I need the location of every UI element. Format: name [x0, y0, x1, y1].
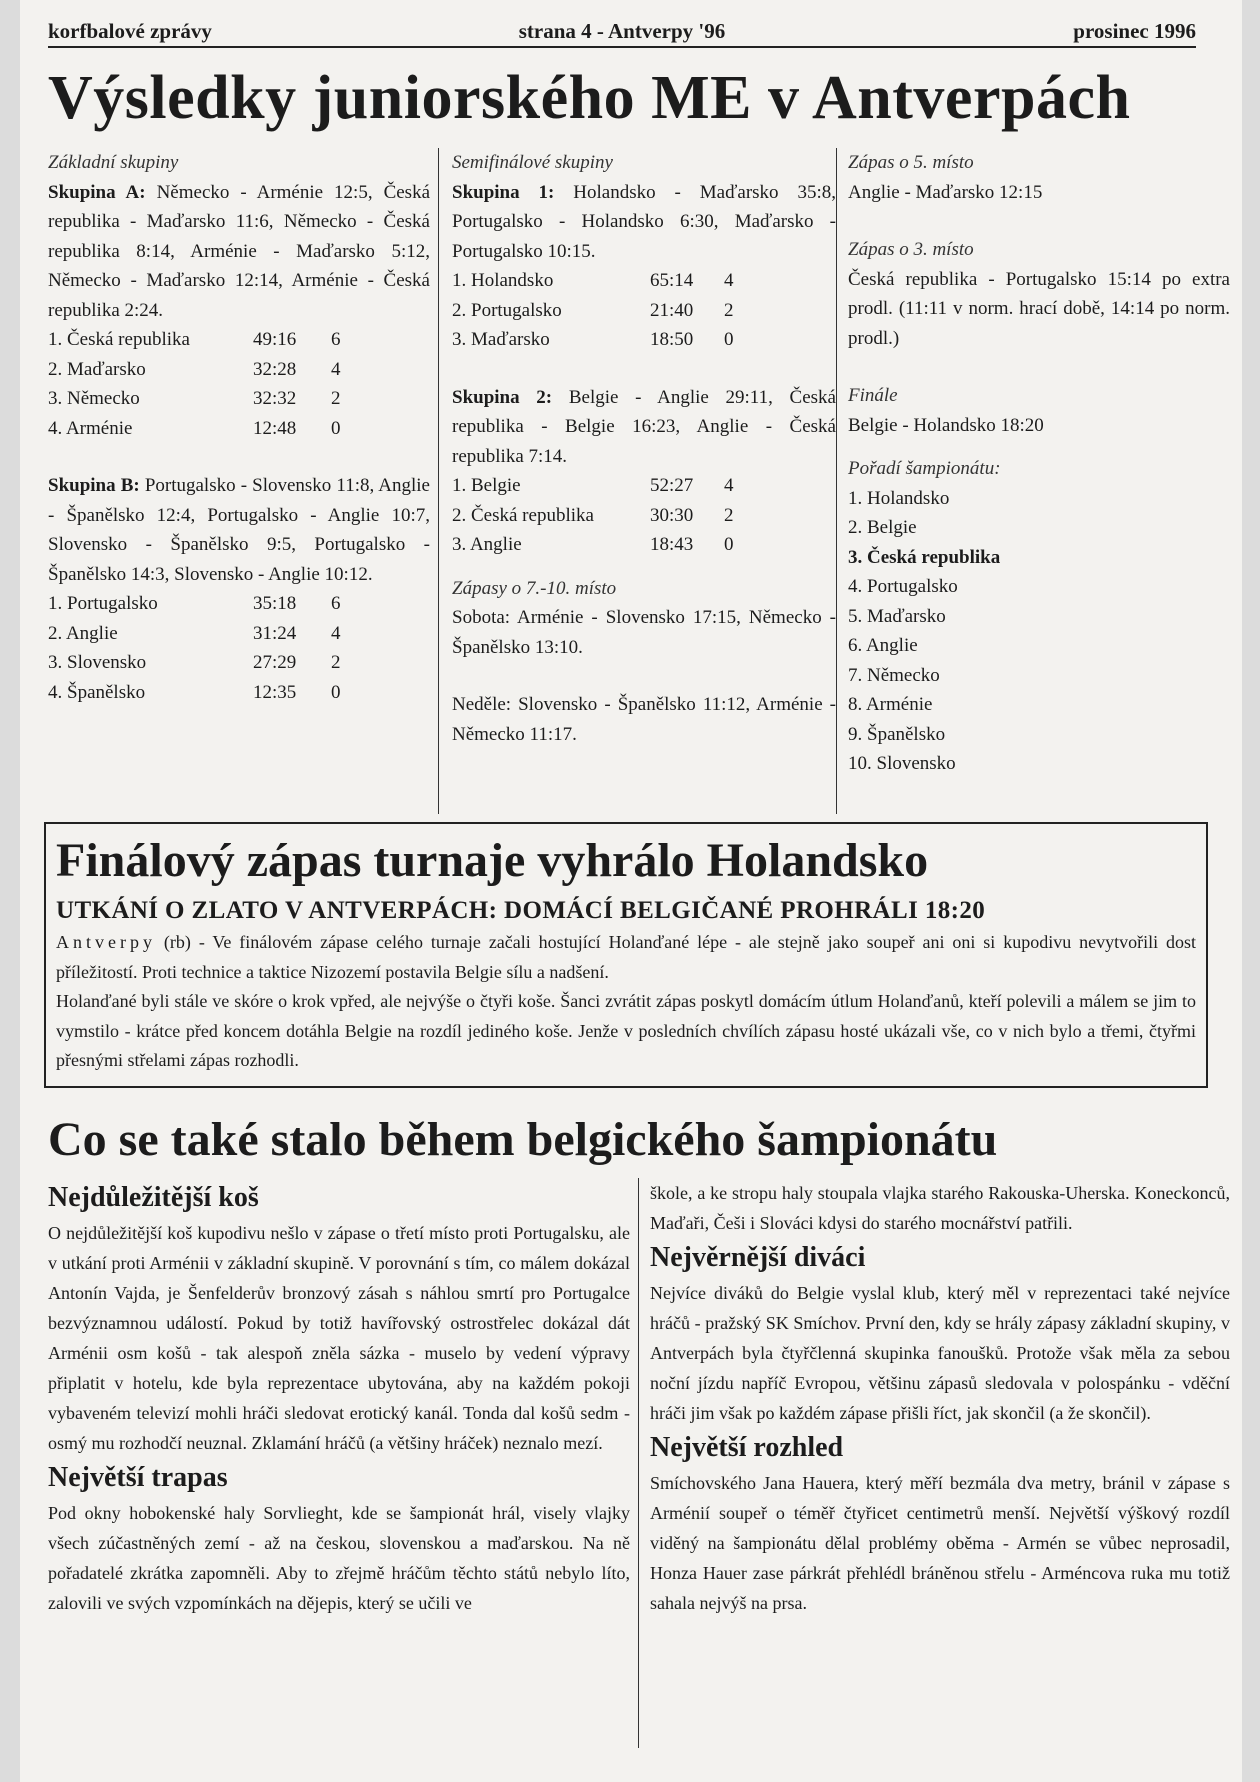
semifinal-groups-column: [452, 148, 836, 749]
fifth-place-result: Anglie - Maďarsko 12:15: [848, 181, 1043, 203]
standings-row: 3. Maďarsko 18:50 0: [452, 329, 734, 350]
section-text: Pod okny hobokenské haly Sorvlieght, kde se šampionát hrál, visely vlajky všech zúčastněných zemí - až na českou, slovenskou a maďarskou. Na ně pořadatelé zkrátka zapomněli. Aby to zřejmě hráčům těchto států nebylo líto, zalovili ve svých vzpomínkách na dějepis, který se učili ve: [48, 1503, 630, 1613]
group-a-results: [48, 178, 430, 326]
group-1-title: Skupina 1:: [452, 181, 555, 203]
final-match-subhead: UTKÁNÍ O ZLATO V ANTVERPÁCH: DOMÁCÍ BELGIČANÉ PROHRÁLI 18:20: [56, 897, 986, 924]
results-headline: Výsledky juniorského ME v Antverpách: [48, 64, 1131, 132]
section-text: O nejdůležitější koš kupodivu nešlo v zápase o třetí místo proti Portugalsku, ale v utkání proti Arménii v základní skupině. V porovnání s tím, co málem dokázal Antonín Vajda, je Šenfelderův bronzový zásah s náhlou smrtí pro Portugalce bezvýznamnou událostí. Pokud by totiž havířovský ostrostřelec dokázal dát Arménii osm košů - tak alespoň zněla sázka - muselo by vedení výpravy připlatit v hotelu, kde byla reprezentace ubytována, aby na každém pokoji vybaveném televizí mohli hráči sledovat erotický kanál. Tonda dal košů sedm - osmý mu rozhodčí neuznal. Zklamání hráčů (a většiny hráček) neznalo mezí.: [48, 1223, 630, 1453]
newspaper-page: [20, 0, 1242, 1782]
group-2-text: Belgie - Anglie 29:11, Česká republika - Belgie 16:23, Anglie - Česká republika 7:14.: [452, 386, 836, 467]
standings-row: 2. Anglie 31:24 4: [48, 622, 341, 644]
column-divider: [438, 148, 439, 814]
ranking-item: 3. Česká republika: [848, 546, 1001, 568]
group-2-table: [452, 471, 836, 560]
standings-row: 3. Německo 32:32 2: [48, 388, 341, 409]
ranking-item: 4. Portugalsko: [848, 576, 958, 597]
ranking-item: 2. Belgie: [848, 517, 917, 538]
final-match-paragraph: Antverpy (rb) - Ve finálovém zápase celého turnaje začali hostující Holanďané lépe - ale stejně jako soupeř ani oni si kupodivu nevytvořili dost příležitostí. Proti technice a taktice Nizozemí postavila Belgie sílu a nadšení.: [56, 932, 1197, 982]
standings-row: 4. Arménie 12:48 0: [48, 417, 341, 439]
group-b-table: [48, 589, 430, 707]
fifth-place-label: Zápas o 5. místo: [848, 152, 974, 173]
group-1-results: [452, 178, 836, 267]
article-column-right: [650, 1178, 1230, 1618]
group-2-results: [452, 383, 836, 472]
final-result: Belgie - Holandsko 18:20: [848, 414, 1044, 436]
group-a-title: Skupina A:: [48, 181, 146, 203]
publication-name: korfbalové zprávy: [48, 19, 212, 43]
section-text: Nejvíce diváků do Belgie vyslal klub, který měl v reprezentaci také nejvíce hráčů - pražský SK Smíchov. První den, kdy se hrály zápasy základní skupiny, v Antverpách byla čtyřčlenná skupinka fanoušků. Protože však měla za sebou noční jízdu napříč Evropou, většinu zápasů sledovala v polospánku - vděční hráči jim však po každém zápase přišli říct, jak skončil (a že skončil).: [650, 1283, 1230, 1423]
ranking-item: 9. Španělsko: [848, 723, 946, 745]
standings-row: 2. Portugalsko 21:40 2: [452, 299, 734, 321]
third-place-label: Zápas o 3. místo: [848, 239, 974, 260]
standings-row: 1. Česká republika 49:16 6: [48, 329, 341, 350]
finals-column: [848, 148, 1230, 779]
section-text: Smíchovského Jana Hauera, který měří bezmála dva metry, bránil v zápase s Arménií soupeř o téměř čtyřicet centimetrů menší. Největší výškový rozdíl viděný na šampionátu dělal problémy oběma - Armén se vůbec neprosadil, Honza Hauer zase párkrát přehlédl bráněnou střelu - Arméncova ruka mu totiž sahala nejvýš na prsa.: [650, 1473, 1230, 1613]
byline: (rb): [163, 932, 191, 952]
section-title: Největší rozhled: [650, 1432, 844, 1463]
page-number: strana 4 - Antverpy '96: [518, 19, 726, 43]
ranking-item: 6. Anglie: [848, 635, 918, 656]
standings-row: 1. Portugalsko 35:18 6: [48, 593, 341, 614]
ranking-item: 5. Maďarsko: [848, 605, 946, 627]
final-match-body: [56, 928, 1196, 1076]
column-divider: [836, 148, 837, 814]
issue-date: prosinec 1996: [1073, 19, 1196, 43]
standings-row: 2. Česká republika 30:30 2: [452, 504, 734, 526]
group-1-table: [452, 266, 836, 355]
basic-groups-label: Základní skupiny: [48, 152, 179, 173]
ranking-item: 1. Holandsko: [848, 487, 950, 509]
sunday-results: Neděle: Slovensko - Španělsko 11:12, Arménie - Německo 11:17.: [452, 694, 836, 745]
third-place-result: Česká republika - Portugalsko 15:14 po extra prodl. (11:11 v norm. hrací době, 14:14 po norm. prodl.): [848, 268, 1230, 349]
final-ranking: [848, 484, 1230, 779]
saturday-results: Sobota: Arménie - Slovensko 17:15, Německo - Španělsko 13:10.: [452, 607, 836, 658]
group-1-text: Holandsko - Maďarsko 35:8, Portugalsko - Holandsko 6:30, Maďarsko - Portugalsko 10:15.: [452, 181, 836, 262]
standings-row: 2. Maďarsko 32:28 4: [48, 358, 341, 380]
section-title: Nejvěrnější diváci: [650, 1242, 866, 1273]
group-b-results: [48, 471, 430, 589]
group-a-text: Německo - Arménie 12:5, Česká republika - Maďarsko 11:6, Německo - Česká republika 8:14, Arménie - Maďarsko 5:12, Německo - Maďarsko 12:14, Arménie - Česká republika 2:24.: [48, 181, 430, 321]
final-match-box: [44, 822, 1208, 1088]
ranking-item: 10. Slovensko: [848, 753, 956, 774]
basic-groups-column: [48, 148, 430, 707]
group-a-table: [48, 325, 430, 443]
standings-row: 4. Španělsko 12:35 0: [48, 681, 341, 703]
running-head: [48, 16, 1196, 48]
dateline: Antverpy: [56, 932, 156, 952]
ranking-label: Pořadí šampionátu:: [848, 458, 1001, 479]
column-divider: [638, 1178, 639, 1748]
final-match-headline: Finálový zápas turnaje vyhrálo Holandsko: [56, 834, 929, 887]
semifinal-groups-label: Semifinálové skupiny: [452, 152, 613, 173]
final-match-paragraph: Holanďané byli stále ve skóre o krok vpřed, ale nejvýše o čtyři koše. Šanci zvrátit zápas poskytl domácím útlum Holanďanů, kteří polevili a málem se jim to vymstilo - krátce před koncem dotáhla Belgie na rozdíl jediného koše. Jenže v posledních chvílích zápasu hosté ukázali vše, co v nich bylo a třemi, čtyřmi přesnými střelami zápas rozhodli.: [56, 991, 1196, 1070]
ranking-item: 7. Německo: [848, 664, 940, 686]
standings-row: 1. Holandsko 65:14 4: [452, 270, 734, 291]
group-b-text: Portugalsko - Slovensko 11:8, Anglie - Španělsko 12:4, Portugalsko - Anglie 10:7, Slovensko - Španělsko 9:5, Portugalsko - Španělsko 14:3, Slovensko - Anglie 10:12.: [48, 475, 430, 585]
standings-row: 3. Slovensko 27:29 2: [48, 652, 341, 673]
championship-notes-headline: Co se také stalo během belgického šampionátu: [48, 1113, 998, 1166]
standings-row: 1. Belgie 52:27 4: [452, 475, 734, 496]
section-title: Největší trapas: [48, 1462, 228, 1493]
ranking-item: 8. Arménie: [848, 694, 933, 715]
standings-row: 3. Anglie 18:43 0: [452, 534, 734, 555]
article-column-left: [48, 1178, 630, 1618]
final-label: Finále: [848, 385, 898, 406]
group-2-title: Skupina 2:: [452, 386, 553, 408]
group-b-title: Skupina B:: [48, 475, 140, 496]
section-title: Nejdůležitější koš: [48, 1182, 259, 1213]
placement-matches-label: Zápasy o 7.-10. místo: [452, 577, 617, 599]
section-text: škole, a ke stropu haly stoupala vlajka starého Rakouska-Uherska. Koneckonců, Maďaři, Češi i Slováci kdysi do starého mocnářství patřili.: [650, 1183, 1230, 1233]
